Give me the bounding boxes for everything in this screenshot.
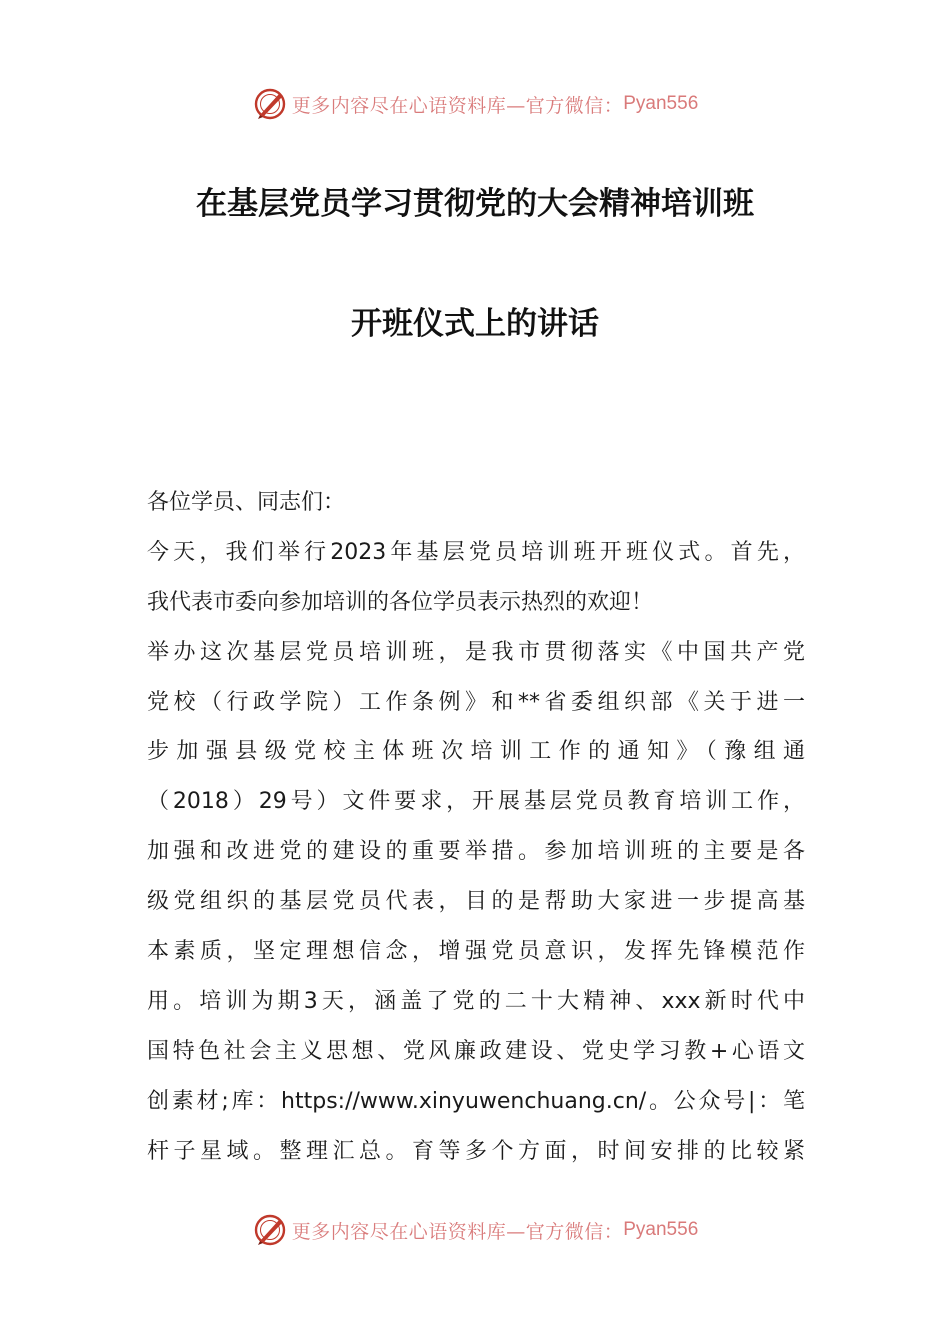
document-title-line-2: 开班仪式上的讲话 [351,306,599,342]
body-line: 国特色社会主义思想、党风廉政建设、党史学习教+心语文 [147,1038,805,1064]
watermark-banner-top [0,84,950,124]
watermark-text: 更多内容尽在心语资料库—官方微信： [291,94,624,117]
body-line: 本素质，坚定理想信念，增强党员意识，发挥先锋模范作 [147,939,805,965]
salutation: 各位学员、同志们： [147,490,346,515]
body-line: 今天，我们举行2023年基层党员培训班开班仪式。首先， [147,539,805,565]
body-line: 我代表市委向参加培训的各位学员表示热烈的欢迎！ [147,589,654,615]
document-title-line-1: 在基层党员学习贯彻党的大会精神培训班 [196,186,754,222]
pen-seal-icon [252,1212,288,1248]
watermark-banner-bottom [0,1210,950,1250]
body-line: 举办这次基层党员培训班，是我市贯彻落实《中国共产党 [147,639,805,665]
body-line: 级党组织的基层党员代表，目的是帮助大家进一步提高基 [147,889,805,915]
body-line: 用。培训为期3天，涵盖了党的二十大精神、xxx新时代中 [147,988,805,1014]
body-line: （2018）29号）文件要求，开展基层党员教育培训工作， [147,789,805,815]
watermark-text: 更多内容尽在心语资料库—官方微信： [291,1220,624,1243]
body-line: 加强和改进党的建设的重要举措。参加培训班的主要是各 [147,839,805,865]
body-line: 创素材;库：https://www.xinyuwenchuang.cn/。公众号|：笔 [147,1088,805,1114]
pen-seal-icon [252,86,288,122]
speech-body [147,478,805,1176]
watermark-wechat-id: Pyan556 [623,1219,699,1240]
body-line: 党校（行政学院）工作条例》和**省委组织部《关于进一 [147,689,805,715]
body-line: 杆子星域。整理汇总。育等多个方面，时间安排的比较紧 [147,1138,805,1164]
watermark-wechat-id: Pyan556 [623,93,699,114]
body-line: 步加强县级党校主体班次培训工作的通知》（豫组通 [147,739,805,765]
